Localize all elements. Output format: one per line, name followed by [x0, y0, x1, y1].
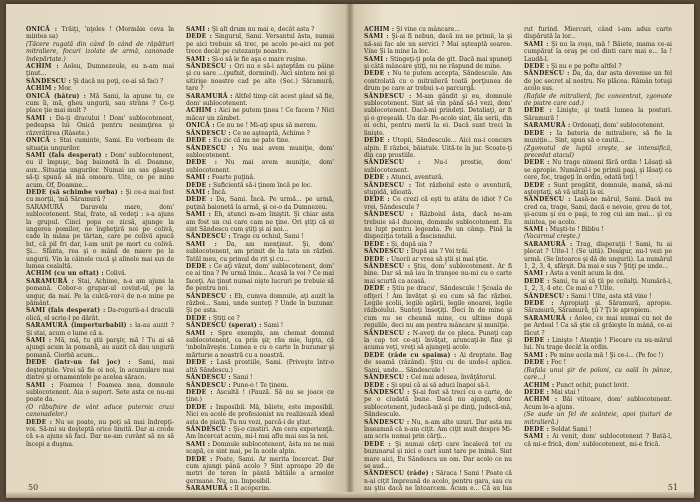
- script-line: SĂNDESCU : Cel mai adesea, învăţătorul.: [364, 374, 497, 382]
- script-line: DEDE : Sunt pregătit, domnule, mamă, să-mi aşteptaţi, să vă uitaţi la ei.: [524, 181, 673, 196]
- script-line: DEDE : Mai stai !: [524, 388, 580, 396]
- script-line: DEDE : Lasă prostiile, Sami. (Priveşte într-o altă Săndescu.): [186, 359, 334, 374]
- script-line: DEDE : Singurul, Sami. Versantul ăsta, numai pe aici trebuie să trec, pe acolo pe-aici nu pot trece decât pe cutezanţe noastre.: [186, 33, 334, 56]
- script-line: SĂNDESCU : Lasă-ne mărul, Sami. Dacă nu cred ca, trage, Sami, dacă e nevoie, greu de tot, şi-acum şi eu o paşi, te rog cui am mai... şi cu mintea, pe acolo.: [524, 196, 672, 226]
- script-line: ACHIM : Mor.: [26, 85, 73, 93]
- script-line: SAMI : Şi-o să le fie aşa o mare ruşine.: [186, 55, 308, 63]
- page-edge: [6, 492, 694, 498]
- script-line: SĂNDESCU : N-aveţi de ce pleca. Puneţi cap la cap tot ce-aţi învăţat, aruncaţi-le fine şi acuma veţi, vreţi să ajungeţi acolo.: [364, 329, 512, 352]
- script-line: SAMI : Eh, atunci m-am liniştit. Şi chiar asta am fost un cui care cam ne ţine. Ori ştiţi că ei sint Săndescu cum ştiţi şi ai noi...: [186, 211, 334, 233]
- script-line: SAMI : Domnule sublocotenent, ăsta nu ne mai scapă, ce sint mai, pe în acele alpin.: [186, 440, 334, 456]
- script-line: DEDE : Nu se poate, nu poţi să mai îndrepţi-voi. Să-mi su deşteptă orice limită. Dar ai crede că s-a ajuns să faci. Dar ne-am cuvânt să nu să începi a duşma.: [26, 418, 174, 448]
- script-line: (Rafale de mitralieră, foc concentrat, zgomote de piatre care cad.): [524, 92, 672, 108]
- script-line: DEDE (să schimbe vorba) : Şi ce-a mai fost cu morţii, 'mă Săramură ?: [26, 188, 174, 204]
- script-line: DEDE (într-un fel joc) : Sami, mai deşteptule. Vrei să fie oi noi, în acumulare mai dintre şi ornamentele pe acelea sărace.: [26, 359, 174, 382]
- book-gutter: [346, 4, 354, 498]
- script-line: SĂNDESCU : După aia ? Voi trăi.: [364, 248, 469, 256]
- script-line: SĂNDESCU : M-am gândit şi eu, domnule sublocotenent. Sint să vin până să-l vezi, dom' sublocotenent. Dacă-mi prindeţi. Detaliaţi, ar fi şi o greşeală. Un dar. Pe-acolo sint, ăla serii, din ei ochi, pentru merii la ei. Dacă sunt treci în linişte.: [364, 92, 512, 137]
- left-page-column-2: [186, 26, 335, 493]
- script-line: SARAMURĂ (imperturbabil) : la-au auzit ? Şi stai, acum o lume că a.: [26, 322, 174, 337]
- script-line: DEDE : Ştiţi ce ?: [186, 314, 240, 322]
- script-line: SĂNDESCU : Şi dacă nu poţi, ce-ai să faci ?: [26, 77, 164, 85]
- script-line: (Vacarmul creşte.): [524, 233, 580, 241]
- script-line: DEDE : Ce aţi văzut, dom' sublocotenent, dom' ce ai tina ? Pe urmă linia... Acasă la voi ? Ce mai faceţi. Au ţinut numai nişte lucruri pe trebuie să fie pentru noi.: [186, 263, 335, 293]
- right-page-column-2: [524, 26, 672, 466]
- script-line: DEDE : Unorii ar vrea să ştii şi mai ştie.: [364, 255, 489, 263]
- script-line: DEDE : Eu zic că nu ne pate tine.: [186, 137, 291, 145]
- script-line: SĂNDESCU : Războiul ăsta, dacă ne-am trebuie să-l ducem, domnule sublocotenent. Eu nu lupt pentru legenda. Pe un câmp. Pină la dispoziţia totală a fascismului.: [364, 211, 512, 241]
- script-line: DEDE : Nu mai avem muniţie, dom' sublocotenent.: [186, 159, 334, 174]
- script-line: SAMI : Şi-ai fi nebun, dacă nu ne primii, la şi nă-sai fac ale un servici ? Mai aşteaptă soaree. Vine Şi la mine la loc.: [364, 33, 512, 56]
- script-line: DEDE : Linişte ! Atenţie ! Fiecare cu nu-mărul lui. Nu trage decât la ordin.: [524, 337, 672, 352]
- script-line: DEDE : Foc !: [524, 359, 567, 367]
- script-line: SARAMURĂ : Stai, Achime, n-a am ajuns la pomană. Cobor-o grupar-ul coviut-ul, pe la ungur, da mai. Pe la culcă-vor-i de n-o mine pe pământ.: [26, 277, 175, 308]
- script-line: ACHIM : Aoleu, Dumnezeule, eu n-am mai ţinut...: [26, 63, 174, 78]
- script-line: (Se aude un fel de scânteie, apoi ţiuituri de mitralieră.): [524, 411, 672, 426]
- script-line: SĂNDESCU : Pune-o ! Te ţinem.: [186, 381, 289, 389]
- script-line: ONICĂ : Stai cuminte, Sami. Eu vorbeam de situaţia ungurilor.: [26, 137, 174, 152]
- script-line: ACHIM : Şi vine cu mâncare...: [364, 26, 461, 33]
- script-line: SARAMURĂ : Trag, disperaţii ! Sami, tu ai plecat ? Uite-l ! (Se uită). Desigur, nu-l vezi pe urmă. (Se întoarce şi dă de ungurii). La numărul 1, 2, 3, 4, sfârşit. Da mai e sus ? Ştiţi pe unde...: [524, 240, 673, 270]
- script-line: SĂNDESCU : Ce ne aşteaptă, Achime ?: [186, 129, 310, 137]
- script-line: SĂNDESCU : Ştiu, dom' sublocotenent. Ar fi bine. Dar să mă iau în tranşee nu-mi cu o carte mai scurtă ca acasă.: [364, 263, 512, 285]
- left-page-column-1: [26, 26, 174, 466]
- script-line: SAMI : Da, am menţinut. Şi, dom' sublocotenent, am primit de la tata un război. Tatăl meu, cu primul de rit şi cu...: [186, 240, 334, 263]
- script-line: DEDE : Soldat Sami !: [524, 425, 592, 433]
- script-line: DEDE : Şi spui că ai să aduci înapoi să-l.: [364, 381, 490, 389]
- script-line: (Rafala unui şir de poloni, cu oală în pânze, care...): [524, 366, 672, 382]
- script-line: SARAMURĂ : Altfel timp cât acest gând să fie, dom' sublocotenent.: [186, 92, 334, 108]
- script-line: SAMI : Foamea ! Foamea mea, domnule sublocotenent. Aia o suport. Sete asta ce nu-mi poate da.: [26, 381, 174, 404]
- open-book-spread: [6, 4, 694, 498]
- script-line: SAMI : Da-ţi dracului ! Dom' sublocotenent, pedeapsa lui Onică pentru nesimţirea şi răzvrătirea (Râsete.): [26, 114, 174, 137]
- script-line: SARAMURĂ Daravela mare, dom' sublocotenent. Stai, frate, să vedeţi : s-a ajuns la grupul. Cinci popa ce zicsă, ajunge la ungerea pomilor, ne îngheţiră noi pe colivă, cade în mâna pe tărtan, care pe colivă apucă lut, că pil fri dar, l-am unit pe mort cu colivă. Şi... Sfânta, rea şi o mână de miere pe la ungurii. Vin la câinele cucă şi alinele mai sus de lumea cealaltă.: [26, 203, 174, 270]
- script-line: DEDE : Utopii, Săndescule... Aici nu-i concurs alpin. E război, băiatule. Uită-te în jur. Scoate-ţi din cap prostiile.: [364, 137, 512, 159]
- script-line: SĂNDESCU : Nu, n-am alte uzuri. Dar asta nu înseamnă că n-am ciţit. Am ciţit mult despre Mi-am scris numai prin cărţi...: [364, 418, 512, 441]
- script-line: ACHIM : Băi viitoare, dom' sublocotenent. Acum le-a ajuns.: [524, 396, 672, 411]
- script-line: SĂNDESCU : Sami ! Uite, asta stă vine !: [524, 292, 652, 300]
- script-line: SĂNDESCU : Trage cu ochiul, Sami !: [186, 233, 304, 241]
- script-line: SĂNDESCU : Nu mai avem muniţie, dom' sublocotenent.: [186, 144, 334, 159]
- script-line: (O răbufnire de vânt aduce puternic cruzi canonadelor.): [26, 403, 174, 419]
- script-line: SAMI : Muşti-te ! Bibbu !: [524, 225, 604, 233]
- script-line: DEDE : Nu trage nimeni fără ordin ! Lăsaţi să se apropie. Numărul-i pe primii paşi, şi lăsaţi ca cere, foc, trageţi în ordin, odată toţi !: [524, 159, 673, 182]
- script-line: DEDE : Linişte, şi toată lumea la posturi. Săramură !: [524, 107, 672, 122]
- script-line: DEDE : Ce crezi că eşti tu atâta de idiot ? Ce vrei, Săndescule ?: [364, 196, 512, 211]
- script-line: SĂNDESCU : Sami !: [186, 374, 253, 382]
- script-line: SĂNDESCU : Ori nu e să-i aşteptăm cu pâine şi cu sare ...(pufnit, dormind). Aici sintem noi şi sitirişe noastre cad pe alte (Sec.) Săramură, tare ?: [186, 63, 334, 93]
- script-line: SARAMURĂ : Il acoperim.: [186, 485, 271, 493]
- script-line: ONICĂ : Ce nu ne ! Mi-aţi spus să merem.: [186, 122, 318, 130]
- script-line: DEDE : Ştiu pe dracu', Săndescule ! Şcoala de ofiţeri ! Am învăţat şi eu cum să fac război. Legile şcolii, legile agării, legile onoarei, legile războiului. Sunteţi însoţiţi. Deci în de mine şi cum nu se cheamă mine, cu ultime după regulile, deci nu am pentru mâncare şi muniţie.: [364, 285, 512, 330]
- script-line: (Tăcere rugată din când în când de răpăituri mitraliere, focuri izolate de armă, canonade îndepărtate.): [26, 40, 174, 63]
- script-line: DEDE : Nu te putem accepta, Săndescule. Am controlată cu o mitralieră toată porţiunea de drum pe care ar trebui s-o parcurgă.: [364, 70, 512, 93]
- script-line: SAMI : Încă.: [186, 188, 227, 196]
- script-line: SĂNDESCU : Tot războiul este o aventură, stupidă, idioată.: [364, 181, 512, 196]
- script-line: DEDE : Şi, după aia ?: [364, 240, 433, 248]
- script-line: SĂNDESCU : Şi-o cinstiri. Am cera experienţă. Am încercat acum, mi-l mai aflu mai sus la noi.: [186, 425, 334, 441]
- script-line: SĂNDESCU : Eh, cumva domnule, aţi auzit la război... Sami, unde sunteţi ? Unde în buzunar. Şi pe asta.: [186, 292, 334, 315]
- script-line: DEDE : Şi nu e pe pofte altfel ?: [524, 63, 622, 71]
- script-line: SĂNDESCU (sperat) : Sami !: [186, 322, 284, 330]
- script-line: ACHIM (cu un oftat) : Colivă.: [26, 270, 127, 278]
- script-line: SARAMURĂ : Aoleo, ce mai numai cu noi de pe Ardeal ! Ca să ştie că grăieşte în mână, ce-ai făcut ?: [524, 314, 672, 337]
- script-line: SĂNDESCU : Şi-ai fost să treci cu o carte, de pe o ciudată bune. Dacă nu ajungi, dom' sublocotenent, judecă-mă şi pe dinţi, judecă-mă, Săndescule.: [364, 388, 512, 419]
- script-line: DEDE : Imposibil. Mă, băiete, este imposibil. Nici eu acele de profesionist nu realizează ideal asta de piaţă. Tu nu vezi, parcă-i de ştiut.: [186, 403, 334, 426]
- script-line: SĂNDESCU (râde) : Săraca ! Sami ! Poate că n-ai ciţit împreună de acolo, pentru gara, sau cu nu ştiu dacă ne întoarcem. Acum e... Că au lua: [364, 470, 513, 493]
- script-line: DEDE : Ia bateria de mitraliere, să fie la muniţie... Sint, spun să o caută...: [524, 129, 672, 145]
- right-page-column-1: [364, 26, 513, 493]
- script-line: SĂNDESCU : Nu-i prostie, dom' sublocotenent.: [364, 159, 512, 174]
- script-line: DEDE : Apropiaţi şi. Săramură, apropie. Săramură, Săramură, ţii ? Ţi le apropiem.: [524, 300, 673, 315]
- script-line: DEDE (râde cu spaima) : Ai dreptate. Bag de seamă (râzând). Ştiu cu de unde-l aplica. Sami, unde... Săndescule !: [364, 351, 512, 374]
- script-line: SAMI (fals desperat) : Dom' sublocotenent, eu il împuşc, bag baionetă în el. Doamne, aux...Situaţia ungurilor. Numai un sas găseşti să-ţi spună să mă omoare. Uite, ce pe mine acum. Of, Doamne...: [26, 151, 174, 189]
- script-line: DEDE : Ascultă ! (Pauză. Să nu se joace ce ţine.): [186, 388, 334, 404]
- script-line: SAMI : Foarte puţină.: [186, 174, 256, 182]
- script-line: (Zgomotul de luptă creşte, se intensifică, precedat atacul): [524, 144, 672, 159]
- script-line: SAMI : Stingeţi-ţi pola de git. Dacă mai spuneţi şi câtă mâncare ştiţi, nu ne răspund de mine.: [364, 55, 512, 71]
- script-line: SAMI : Ai venit, dom' sublocotenent ? Bată-l, că mi-e frică, dom' sublocotenent, mi-e frică.: [524, 433, 672, 448]
- script-line: DEDE : Poate, Sami. Ar merita încercat. Dar cum ajungi până acolo ? Sint aproape 20 de metri de teren în pântă bătăile a armelor germane. Nu, nu. Imposibil.: [186, 455, 334, 485]
- script-line: SAMI : Spre exemplu, am chemat domnul sublocotenent, ca prin şir, rău mie, lupta, că 'mbolnăveşte. Lumea e cu o carte în buzunar şi mărturie a noastră cu a noastră.: [186, 329, 334, 359]
- script-line: DEDE : Da, Sami. Încă. Pe urmă... pe urmă, puţină baionetă la armă, şi ce-o da Dumnezeu.: [186, 196, 334, 211]
- script-line: ACHIM : Punct ochit, punct lovit.: [524, 381, 630, 389]
- script-line: SĂNDESCU : Da, da, dar asta devenise un fel de joc secret al nostru. Ne plăcea. Rămân totuşi acolo sus.: [524, 70, 672, 93]
- left-page-number: 50: [28, 483, 39, 492]
- script-line: SAMI (fals desperat) : Da-rogurii-a-l draculii olică, el scrie-l pe dărât.: [26, 307, 174, 322]
- script-line: DEDE : Suficientă să-i ţinem încă pe loc.: [186, 181, 313, 189]
- script-line: DEDE : Sami, tu ai să ţii pe ceilalţi. Numără-i, 1, 2, 3, 4 etc. Ce mai e ? Uite.: [524, 277, 672, 293]
- right-page-number: 51: [667, 483, 678, 492]
- script-line: ONICĂ (hâtru) : Mă Sami, la apune tu, ce cum îi, mă, gheu ungurii, sau strâns ? Ce-ţi place ţie mai mult ?: [26, 92, 174, 115]
- script-line: rut furind. Miercuri, când i-am adus carte dispărută la lor...: [524, 26, 672, 41]
- script-line: DEDE : Atunci, aventură.: [364, 174, 444, 182]
- script-line: ONICĂ : Trăiţi, ’nţeles ! (Mormăie ceva în mintea sa): [26, 26, 174, 41]
- script-line: SAMI : Mă, mă, tu ştii parşiv, mă ! Tu ai să ajungi acum la pomană, au auzit că dau ungurii pomană. Ciorbă acum...: [26, 337, 174, 359]
- script-line: ACHIM : Aici ne putem ţinea ! Ce facem ? Nici măcar un zâmbet.: [186, 107, 334, 122]
- script-line: SAMI : Asta a venit acum la doi.: [524, 270, 625, 278]
- script-line: SAMI : Şi nu la roşu, mă ! Băiete, mama ce-ai cumpărat la oraş pe cel dinti care mai e... Ia ! Laudă-l.: [524, 40, 672, 63]
- script-line: SAMI : Şi alt drum nu mai e, decât asta ?: [186, 26, 315, 33]
- script-line: SAMI : Pe mine acela mă ! Şi ce-i... (Pe foc !): [524, 351, 664, 359]
- script-line: SARAMURĂ : Ordonaţi, dom' sublocotenent.: [524, 122, 665, 130]
- script-line: DEDE : Şi numai cărţi care încalecă tot cu buzunarul şi nici o cart sunt tare pe inimă. Sint mare aici, Eu Săndescu un om. Dar acolo ce nu se aud...: [364, 440, 512, 470]
